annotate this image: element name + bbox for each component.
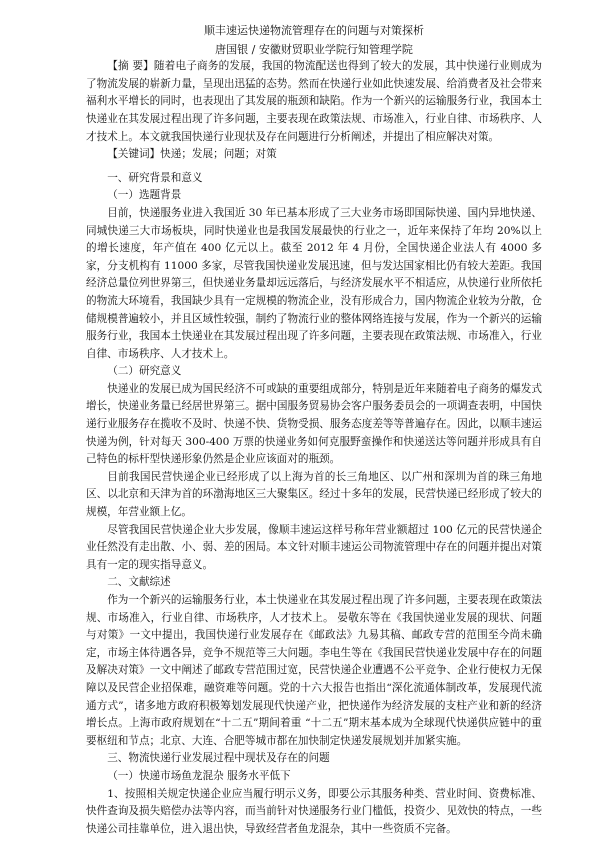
paper-title: 顺丰速运快递物流管理存在的问题与对策探析 (204, 24, 424, 37)
paragraph-significance-1: 快递业的发展已成为国民经济不可或缺的重要组成部分，特别是近年来随着电子商务的爆发式增长，快递业务量已经居世界第三。据中国服务贸易协会客户服务委员会的一项调查表明，中国快递行业服务存在揽收不及时、快递不快、货物受损、服务态度差等等普遍存在。因此，以顺丰速运快递为例，针对每天 300-400 万票的快递业务如何克服野蛮操作和快递送达等问题并形成具有自己特色的标杆型快递形象仍然是企业应该面对的瓶颈。 (86, 382, 542, 466)
section-heading-3: 三、物流快递行业发展过程中现状及存在的问题 (107, 752, 330, 765)
paragraph-significance-2: 目前我国民营快递企业已经形成了以上海为首的长三角地区、以广州和深圳为首的珠三角地区、以北京和天津为首的环渤海地区三大聚集区。经过十多年的发展，民营快递已经形成了较大的规模，年营业额上亿。 (86, 470, 542, 519)
keywords-label: 【关键词】 (107, 148, 161, 161)
subsection-heading-3-1: （一）快递市场鱼龙混杂 服务水平低下 (107, 769, 291, 782)
abstract-label: 【摘 要】 (107, 60, 154, 73)
abstract (86, 58, 542, 146)
paragraph-significance-3: 尽管我国民营快递企业大步发展，像顺丰速运这样号称年营业额超过 100 亿元的民营快递企业任然没有走出散、小、弱、差的困局。本文针对顺丰速运公司物流管理中存在的问题并提出对策具有一定的现实指导意义。 (86, 523, 542, 571)
section-heading-1: 一、研究背景和意义 (107, 171, 203, 184)
paragraph-market: 1、按照相关规定快递企业应当履行明示义务，即要公示其服务种类、营业时间、资费标准、快件查询及损失赔偿办法等内容，而当前针对快递服务行业门槛低，投资少、见效快的特点，一些快递公司挂靠单位，进入退出快，导致经营者鱼龙混杂，其中一些资质不完备。 (86, 787, 542, 835)
paper-authors: 唐国银 / 安徽财贸职业学院行知管理学院 (215, 42, 413, 56)
section-heading-2: 二、文献综述 (107, 576, 171, 589)
subsection-heading-1-1: （一）选题背景 (107, 189, 182, 202)
paragraph-literature: 作为一个新兴的运输服务行业，本土快递业在其发展过程出现了许多问题，主要表现在政策法规、市场准入，行业自律、市场秩序，人才技术上。 晏敬东等在《我国快递业发展的现状、问题与对策》一文中提出，我国快递行业发展存在《邮政法》九易其稿、邮政专营的范围至今尚未确定，市场主体待遇各异，竞争不规范等三大问题。李电生等在《我国民营快递业发展中存在的问题及解决对策》一文中阐述了邮政专营范围过宽，民营快递企业遭遇不公平竞争、企业行使权力无保障以及民营企业招保难，融资难等问题。党的十六大报告也指出“深化流通体制改革，发展现代流通方式”，诸多地方政府积极筹划发展现代快递产业，把快递作为经济发展的支柱产业和新的经济增长点。上海市政府规划在“十二五”期间着重 “十二五”期末基本成为全球现代快递供应链中的重要枢纽和节点；北京、大连、合肥等城市都在加快制定快递发展规划并加紧实施。 (86, 594, 542, 747)
subsection-heading-1-2: （二）研究意义 (107, 365, 182, 378)
keywords-text: 快递；发展；问题；对策 (160, 148, 277, 161)
paragraph-background: 目前，快递服务业进入我国近 30 年已基本形成了三大业务市场即国际快递、国内异地快递、同城快递三大市场板块，同时快递业也是我国发展最快的行业之一，近年来保持了年均 20%以上的增长速度，年产值在 400 亿元以上。截至 2012 年 4 月份，全国快递企业法人有 4000 多家，分支机构有 11000 多家，尽管我国快递业发展迅速，但与发达国家相比仍有较大差距。我国经济总量位列世界第三，但快递业务量却远远落后，与经济发展水平不相适应，从快递行业所依托的物流大环境看，我国缺少具有一定规模的物流企业，没有形成合力，国内物流企业较为分散，仓储规模普遍较小，并且区域性较强，制约了物流行业的整体网络连接与发展，作为一个新兴的运输服务行业，我国本土快递业在其发展过程出现了许多问题，主要表现在政策法规、市场准入，行业自律、市场秩序、人才技术上。 (86, 206, 542, 360)
keywords (86, 146, 542, 164)
abstract-text: 随着电子商务的发展，我国的物流配送也得到了较大的发展，其中快递行业则成为了物流发展的崭新力量，呈现出迅猛的态势。然而在快递行业如此快速发展、给消费者及社会带来福利水平增长的同时，也表现出了其发展的瓶颈和缺陷。作为一个新兴的运输服务行业，我国本土快递业在其发展过程出现了许多问题，主要表现在政策法规、市场准入，行业自律、市场秩序、人才技术上。本文就我国快递行业现状及存在问题进行分析阐述，并提出了相应解决对策。 (86, 60, 542, 143)
